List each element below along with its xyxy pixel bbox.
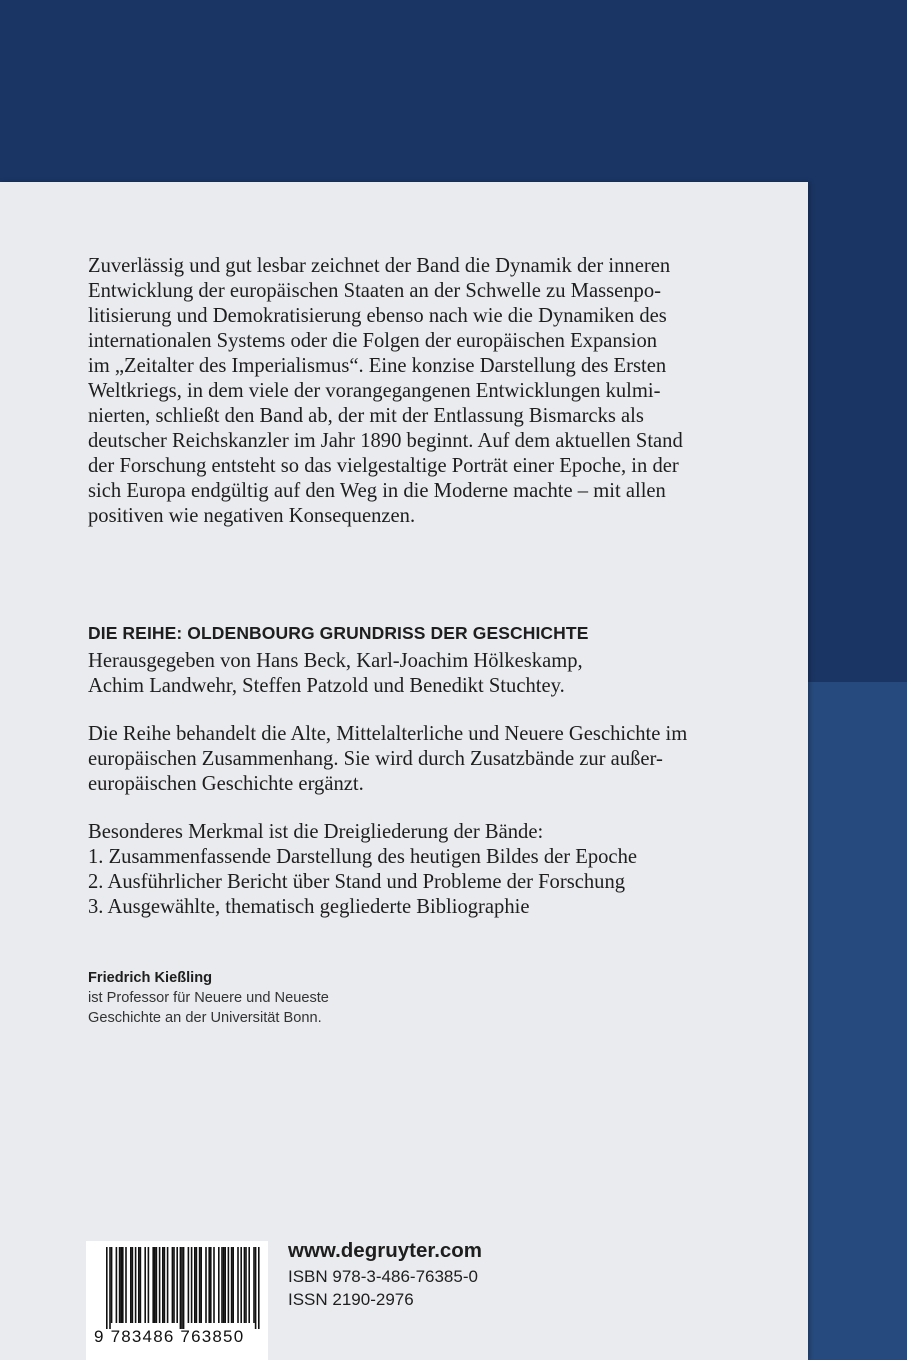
publisher-url: www.degruyter.com <box>288 1239 483 1262</box>
barcode-bar <box>156 1247 158 1323</box>
issn: ISSN 2190-2976 <box>288 1290 414 1309</box>
barcode-bar <box>188 1247 190 1323</box>
barcode-bar <box>135 1247 137 1323</box>
barcode-bar <box>248 1247 250 1323</box>
feature-item: 1. Zusammenfassende Darstellung des heutigen Bildes der Epoche <box>88 846 638 868</box>
barcode-bar <box>213 1247 215 1323</box>
barcode-bar <box>159 1247 161 1323</box>
barcode-bar <box>116 1247 118 1323</box>
barcode-bar <box>191 1247 193 1323</box>
barcode-bar <box>245 1247 247 1323</box>
features-intro: Besonderes Merkmal ist die Dreigliederung der Bände: <box>88 821 544 843</box>
feature-item: 2. Ausführlicher Bericht über Stand und Probleme der Forschung <box>88 871 626 893</box>
series-description-line: europäischen Geschichte ergänzt. <box>88 773 364 795</box>
author-bio-line: Geschichte an der Universität Bonn. <box>88 1010 322 1026</box>
barcode-bar <box>172 1247 174 1323</box>
barcode-bar <box>140 1247 142 1323</box>
barcode-bar <box>208 1247 210 1323</box>
series-editors <box>88 649 583 699</box>
author-bio <box>88 968 329 1028</box>
description-line: litisierung und Demokratisierung ebenso nach wie die Dynamiken des <box>88 305 667 327</box>
barcode-bar <box>200 1247 202 1323</box>
barcode-bar <box>223 1247 225 1323</box>
barcode-bar <box>111 1247 113 1323</box>
barcode-bar <box>162 1247 164 1323</box>
barcode-bar <box>231 1247 233 1323</box>
barcode-bar <box>232 1247 234 1323</box>
author-name: Friedrich Kießling <box>88 970 213 986</box>
barcode-bar <box>130 1247 132 1323</box>
description-line: Entwicklung der europäischen Staaten an der Schwelle zu Massenpo- <box>88 280 662 302</box>
feature-item: 3. Ausgewählte, thematisch gegliederte Bibliographie <box>88 896 530 918</box>
barcode-bar <box>164 1247 166 1323</box>
barcode-bar <box>109 1247 111 1329</box>
barcode-bar <box>218 1247 220 1323</box>
description-line: positiven wie negativen Konsequenzen. <box>88 505 416 527</box>
barcode-bar <box>106 1247 108 1329</box>
barcode-bar <box>196 1247 198 1323</box>
barcode-bar <box>224 1247 226 1323</box>
barcode-bar <box>120 1247 122 1323</box>
barcode-bar <box>228 1247 230 1323</box>
barcode-bar <box>221 1247 223 1323</box>
barcode-bar <box>119 1247 121 1323</box>
description-line: der Forschung entsteht so das vielgestaltige Porträt einer Epoche, in der <box>88 455 679 477</box>
barcode-bar <box>253 1247 255 1323</box>
barcode-bar <box>148 1247 150 1323</box>
barcode-bar <box>180 1247 182 1329</box>
barcode-bar <box>237 1247 239 1323</box>
barcode-bar <box>152 1247 154 1323</box>
book-description <box>88 254 728 529</box>
barcode-bar <box>183 1247 185 1329</box>
editors-line: Achim Landwehr, Steffen Patzold und Benedikt Stuchtey. <box>88 675 565 697</box>
description-line: deutscher Reichskanzler im Jahr 1890 beginnt. Auf dem aktuellen Stand <box>88 430 683 452</box>
description-line: internationalen Systems oder die Folgen der europäischen Expansion <box>88 330 658 352</box>
description-line: nierten, schließt den Band ab, der mit der Entlassung Bismarcks als <box>88 405 644 427</box>
barcode-bar <box>181 1247 183 1329</box>
description-line: sich Europa endgültig auf den Weg in die Moderne machte – mit allen <box>88 480 666 502</box>
barcode-bar <box>138 1247 140 1323</box>
description-line: Zuverlässig und gut lesbar zeichnet der Band die Dynamik der inneren <box>88 255 671 277</box>
barcode-bar <box>205 1247 207 1323</box>
barcode-bar <box>255 1247 257 1329</box>
barcode-bar <box>176 1247 178 1323</box>
series-description-line: europäischen Zusammenhang. Sie wird durch Zusatzbände zur außer- <box>88 748 663 770</box>
barcode-bar <box>154 1247 156 1323</box>
isbn: ISBN 978-3-486-76385-0 <box>288 1267 478 1286</box>
barcode-bar <box>144 1247 146 1323</box>
series-description-line: Die Reihe behandelt die Alte, Mittelalterliche und Neuere Geschichte im <box>88 723 688 745</box>
author-bio-line: ist Professor für Neuere und Neueste <box>88 990 329 1006</box>
barcode-bar <box>173 1247 175 1323</box>
editors-line: Herausgegeben von Hans Beck, Karl-Joachim Hölkeskamp, <box>88 650 583 672</box>
barcode-bar <box>199 1247 201 1323</box>
series-description <box>88 722 687 797</box>
barcode <box>86 1241 268 1360</box>
description-line: im „Zeitalter des Imperialismus“. Eine konzise Darstellung des Ersten <box>88 355 667 377</box>
barcode-bar <box>122 1247 124 1323</box>
publisher-info <box>288 1237 482 1311</box>
barcode-bar <box>240 1247 242 1323</box>
description-line: Weltkriegs, in dem viele der vorangegangenen Entwicklungen kulmi- <box>88 380 661 402</box>
barcode-bar <box>132 1247 134 1323</box>
barcode-bar <box>210 1247 212 1323</box>
barcode-bar <box>125 1247 127 1323</box>
barcode-bar <box>167 1247 169 1323</box>
barcode-digits: 9 783486 763850 <box>94 1327 245 1346</box>
series-heading: DIE REIHE: OLDENBOURG GRUNDRISS DER GESCHICHTE <box>88 623 589 643</box>
barcode-bar <box>244 1247 246 1323</box>
barcode-bar <box>194 1247 196 1323</box>
series-features <box>88 820 637 920</box>
barcode-bar <box>258 1247 260 1329</box>
